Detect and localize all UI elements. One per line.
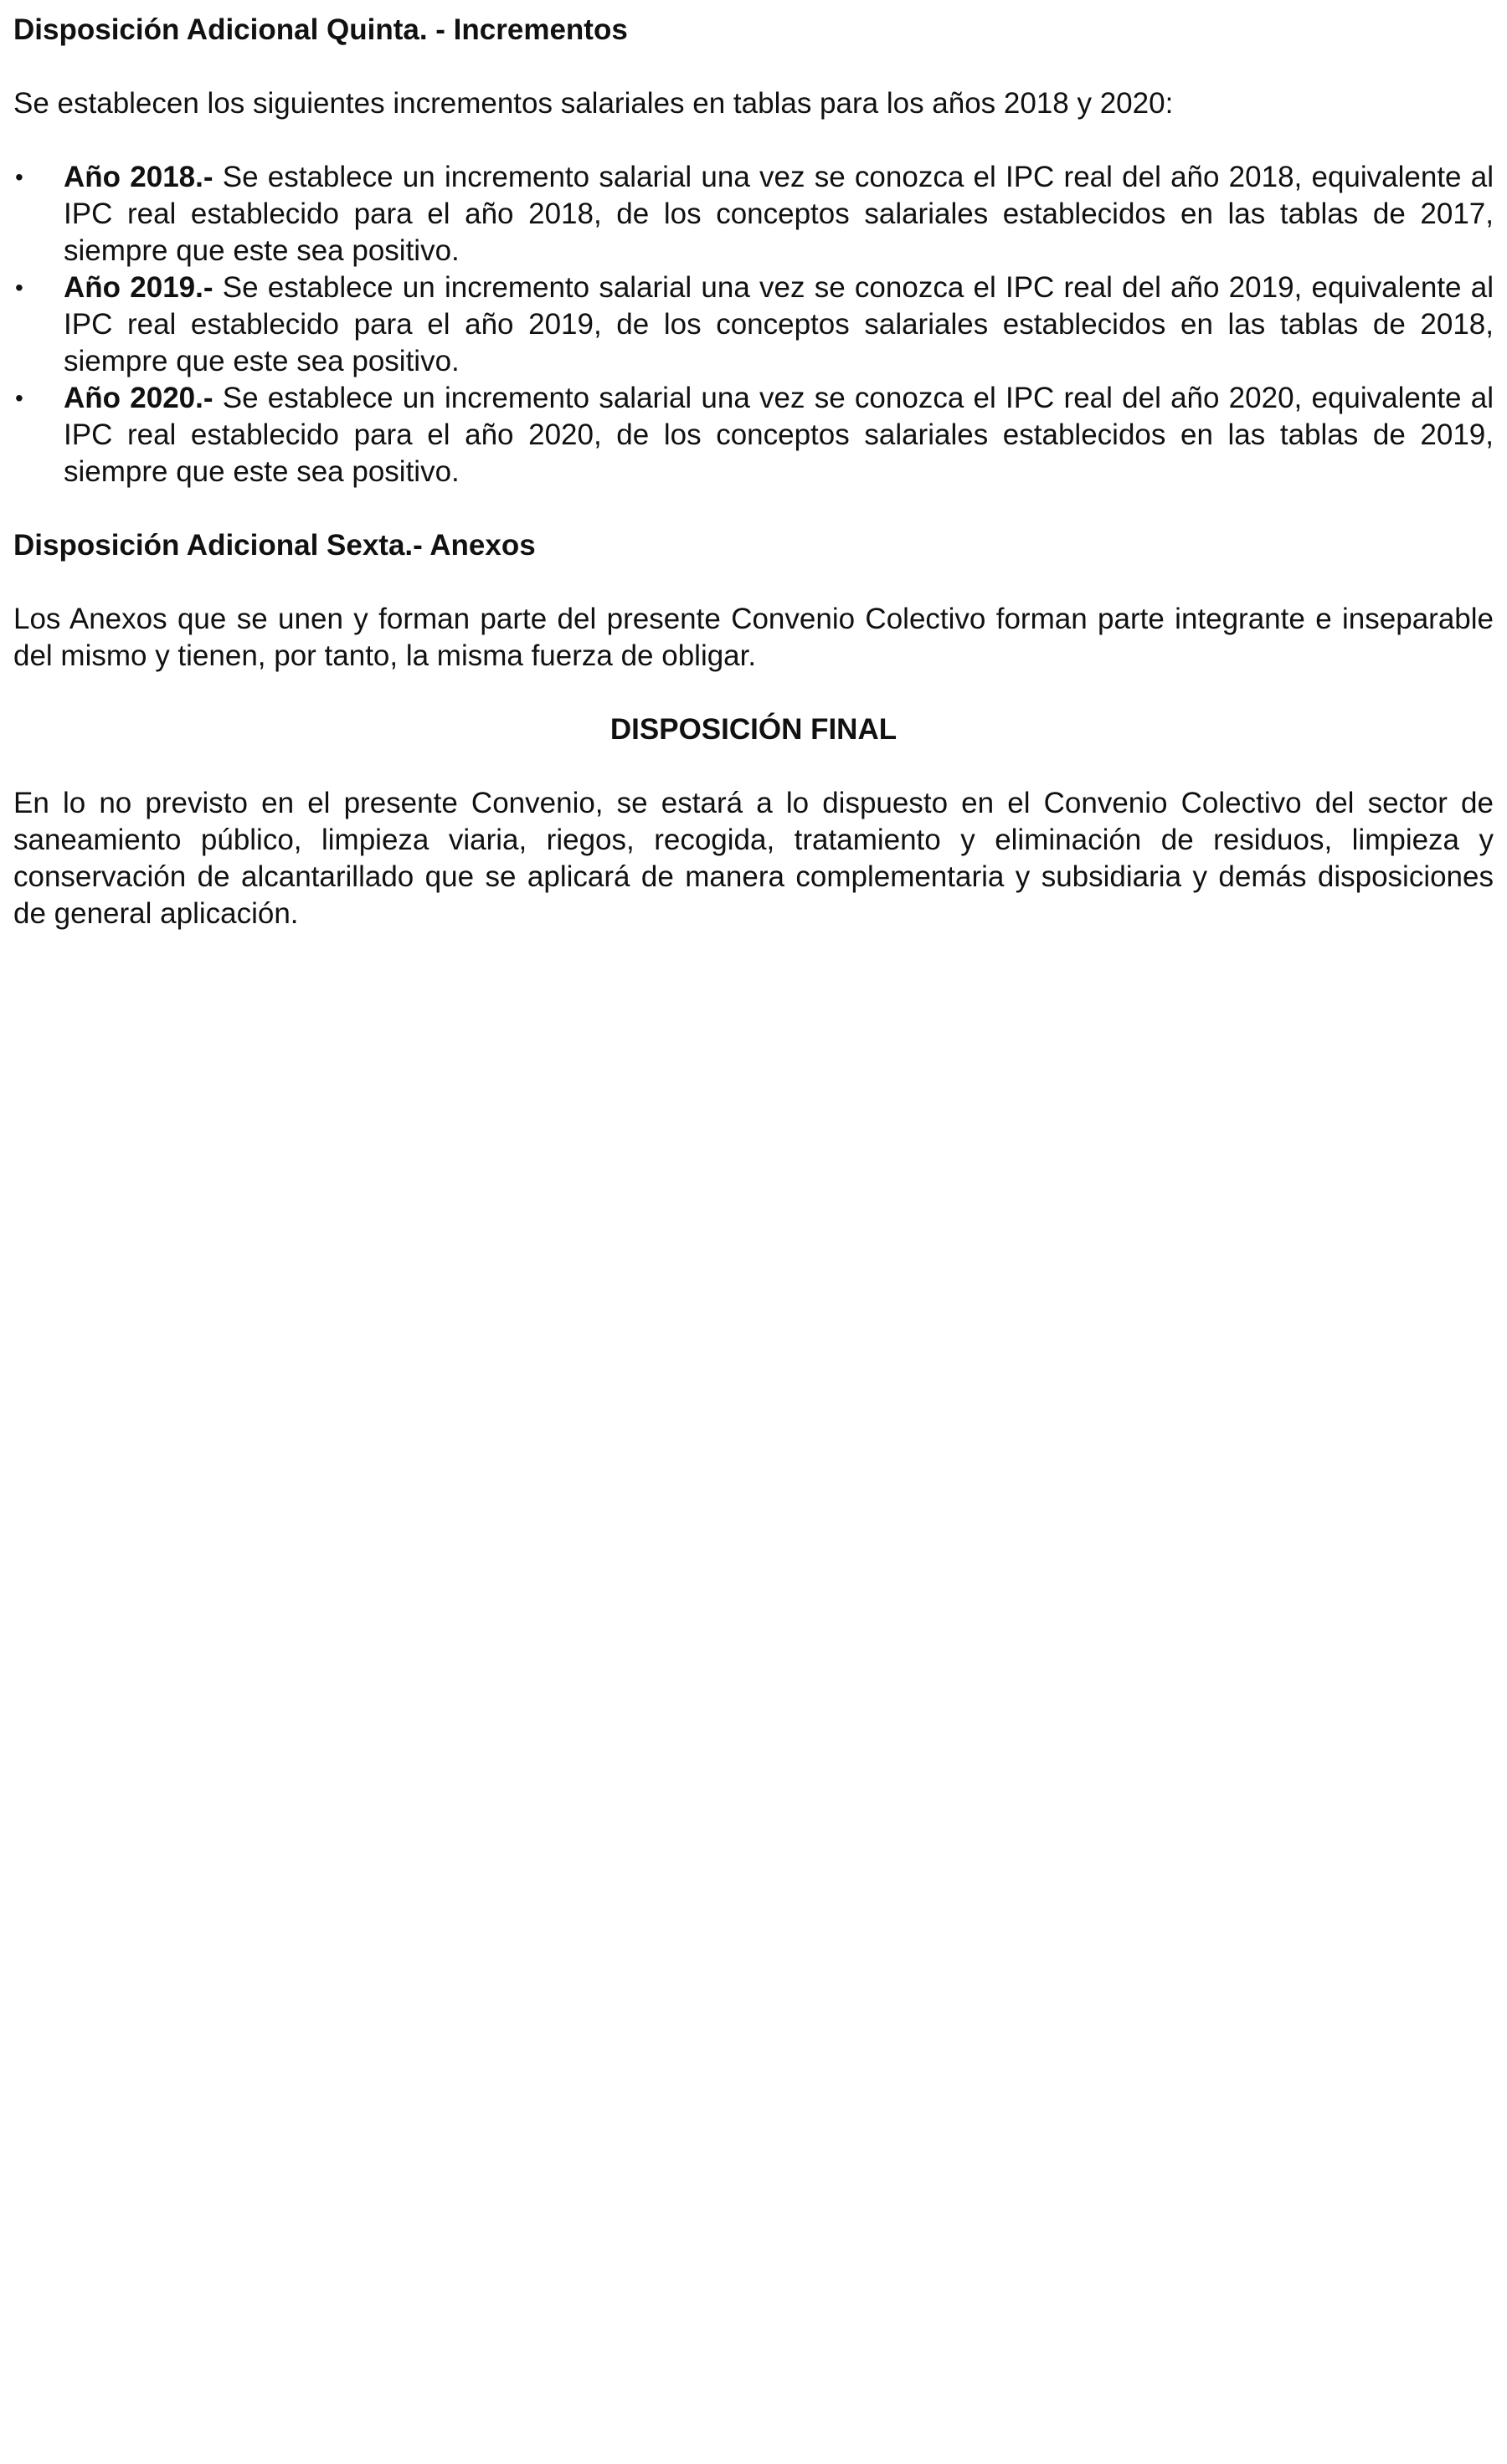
spacer [13,748,1494,785]
spacer [13,564,1494,601]
section-body-anexos: Los Anexos que se unen y forman parte del presente Convenio Colectivo forman parte integrante e inseparable del mismo y tienen, por tanto, la misma fuerza de obligar. [13,603,1494,672]
bullet-icon: • [15,275,23,300]
bullet-icon: • [15,385,23,411]
spacer [13,49,1494,85]
document-page [13,12,1494,932]
item-text: Se establece un incremento salarial una vez se conozca el IPC real del año 2018, equivalente al IPC real establecido para el año 2018, de los conceptos salariales establecidos en las tablas de 2017, siempre que este sea positivo. [64,161,1494,267]
item-label: Año 2019.- [64,271,213,304]
section-heading-quinta: Disposición Adicional Quinta. - Incrementos [13,13,628,46]
section-intro: Se establecen los siguientes incrementos salariales en tablas para los años 2018 y 2020: [13,87,1174,120]
list-item-2018 [13,159,1494,270]
final-body: En lo no previsto en el presente Convenio, se estará a lo dispuesto en el Convenio Colectivo del sector de saneamiento público, limpieza viaria, riegos, recogida, tratamiento y eliminación de residuos, limpieza y conservación de alcantarillado que se aplicará de manera complementaria y subsidiaria y demás disposiciones de general aplicación. [13,787,1494,930]
list-item-2020 [13,380,1494,490]
item-text: Se establece un incremento salarial una vez se conozca el IPC real del año 2020, equivalente al IPC real establecido para el año 2020, de los conceptos salariales establecidos en las tablas de 2019, siempre que este sea positivo. [64,382,1494,488]
list-item-2019 [13,270,1494,380]
spacer [13,675,1494,711]
item-label: Año 2018.- [64,161,213,193]
final-heading: DISPOSICIÓN FINAL [609,713,898,746]
item-text: Se establece un incremento salarial una vez se conozca el IPC real del año 2019, equivalente al IPC real establecido para el año 2019, de los conceptos salariales establecidos en las tablas de 2018, siempre que este sea positivo. [64,271,1494,377]
spacer [13,490,1494,527]
bullet-icon: • [15,164,23,190]
increments-list [13,159,1494,490]
spacer [13,122,1494,159]
section-heading-sexta: Disposición Adicional Sexta.- Anexos [13,529,536,562]
item-label: Año 2020.- [64,382,213,414]
